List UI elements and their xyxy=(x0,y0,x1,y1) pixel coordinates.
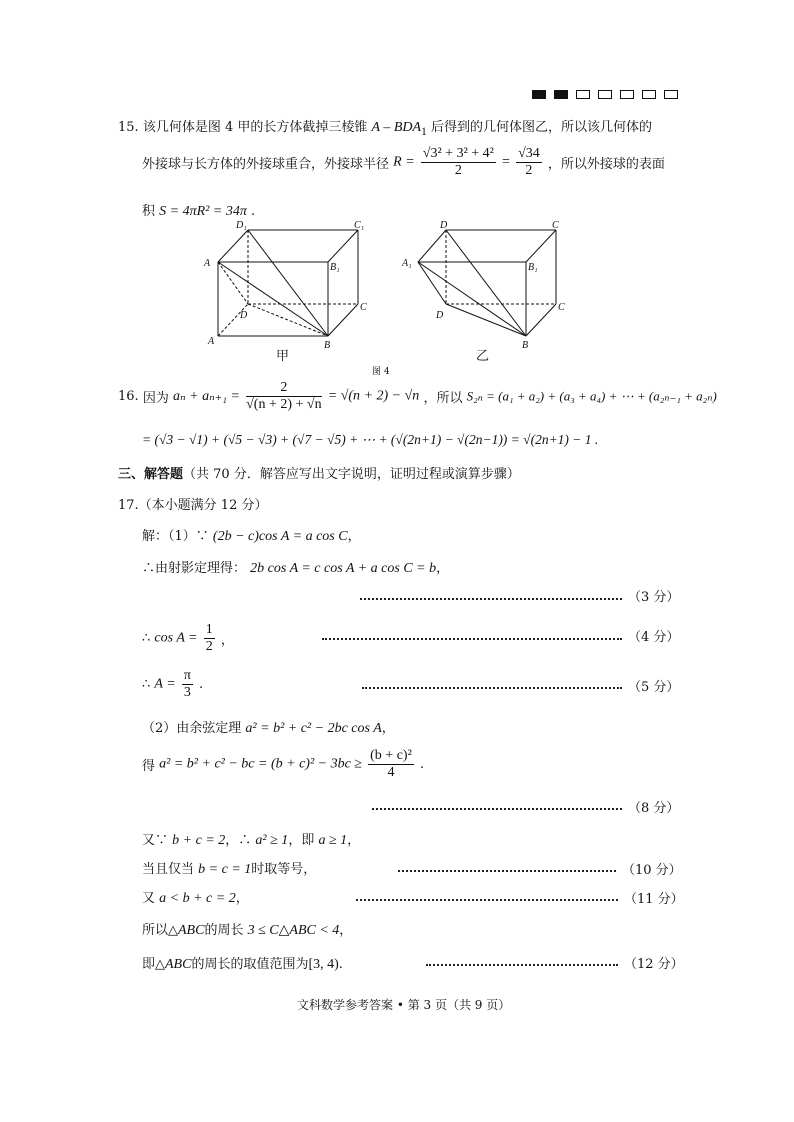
vertex-label: C xyxy=(558,302,565,313)
q17-line9: 又∵ b + c = 2，∴ a² ≥ 1，即 a ≥ 1， xyxy=(142,833,361,848)
q15-line1: 15. 该几何体是图 4 甲的长方体截掉三棱锥 A – $BDA_1$ 后得到的几何体图乙，所以该几何体的 xyxy=(118,120,653,138)
progress-square-filled xyxy=(532,90,546,99)
vertex-label: B xyxy=(324,340,331,351)
q17-line12: 所以△ABC的周长 3 ≤ C△ABC < 4， xyxy=(142,923,353,938)
q17-line11: 又 a < b + c = 2， xyxy=(142,891,249,906)
leader-dots xyxy=(360,585,622,600)
figure-4 xyxy=(0,218,794,378)
vertex-label: B₁ xyxy=(330,262,340,273)
score-mark: （12 分） xyxy=(624,957,684,972)
figure-label-yi: 乙 xyxy=(476,349,490,364)
q17-line1: 解：（1）∵ (2b − c)cos A = a cos C， xyxy=(142,529,361,544)
vertex-label: A xyxy=(204,258,211,269)
figure-label-jia: 甲 xyxy=(276,349,290,364)
progress-square-empty xyxy=(576,90,590,99)
progress-square-empty xyxy=(620,90,634,99)
vertex-label: C₁ xyxy=(354,220,365,231)
q17-line6: （2）由余弦定理 a² = b² + c² − 2bc cos A， xyxy=(142,721,395,736)
vertex-label: D xyxy=(440,220,448,231)
q17-header: 17.（本小题满分 12 分） xyxy=(118,498,268,513)
vertex-label: B₁ xyxy=(528,262,538,273)
cuboid-jia xyxy=(218,230,358,336)
vertex-label: A xyxy=(208,336,215,347)
progress-square-empty xyxy=(642,90,656,99)
leader-dots xyxy=(356,886,618,901)
progress-square-empty xyxy=(598,90,612,99)
vertex-label: D xyxy=(240,310,248,321)
leader-dots xyxy=(426,951,618,966)
vertex-label: C xyxy=(552,220,559,231)
section3-heading: 三、解答题（共 70 分．解答应写出文字说明，证明过程或演算步骤） xyxy=(118,467,520,482)
q17-line13: 即△ABC的周长的取值范围为[3, 4). xyxy=(142,957,343,972)
q17-line2: ∴由射影定理得： 2b cos A = c cos A + a cos C = b， xyxy=(142,561,450,576)
q17-line4: ∴ cos A = $\frac{1}{2}$ ， xyxy=(142,622,234,654)
q16-line1: 16. 因为 aₙ + aₙ₊₁ = $\frac{2}{√(n + 2) + √n}$ = √(n + 2) − √n ，所以 S₂ₙ = (a₁ + a₂) + (a₃ + a₄) + ⋯ + (a₂ₙ₋₁ + a₂ₙ) xyxy=(118,380,717,412)
vertex-label: D₁ xyxy=(236,220,247,231)
leader-dots xyxy=(322,625,622,640)
vertex-label: D xyxy=(436,310,444,321)
progress-square-empty xyxy=(664,90,678,99)
leader-dots xyxy=(398,857,616,872)
score-mark: （11 分） xyxy=(624,892,684,907)
q15-line2: 外接球与长方体的外接球重合，外接球半径 R = $\frac{\text{√3² + 3² + 4²}}{2}$ = $\frac{√34}{2}$ ，所以外接球的表面 xyxy=(142,146,665,178)
score-mark: （8 分） xyxy=(628,801,680,816)
figure-caption: 图 4 xyxy=(372,367,390,377)
vertex-label: C xyxy=(360,302,367,313)
score-mark: （4 分） xyxy=(628,630,680,645)
vertex-label: B xyxy=(522,340,529,351)
page-footer: 文科数学参考答案 • 第 3 页（共 9 页） xyxy=(297,998,511,1012)
progress-indicator xyxy=(524,88,678,103)
q16-line2: = (√3 − √1) + (√5 − √3) + (√7 − √5) + ⋯ + (√(2n+1) − √(2n−1)) = √(2n+1) − 1 . xyxy=(142,432,599,447)
q17-line10: 当且仅当 b = c = 1时取等号， xyxy=(142,862,317,877)
q17-line7: 得 a² = b² + c² − bc = (b + c)² − 3bc ≥ $\frac{\text{(b + c)²}}{4}$ . xyxy=(142,748,425,780)
leader-dots xyxy=(372,795,622,810)
score-mark: （3 分） xyxy=(628,590,680,605)
leader-dots xyxy=(362,674,622,689)
q15-line3: 积 S = 4πR² = 34π . xyxy=(142,204,256,219)
score-mark: （5 分） xyxy=(628,680,680,695)
vertex-label: A₁ xyxy=(402,258,412,269)
q17-line5: ∴ A = $\frac{\pi}{3}$ . xyxy=(142,668,204,700)
progress-square-filled xyxy=(554,90,568,99)
score-mark: （10 分） xyxy=(622,863,682,878)
